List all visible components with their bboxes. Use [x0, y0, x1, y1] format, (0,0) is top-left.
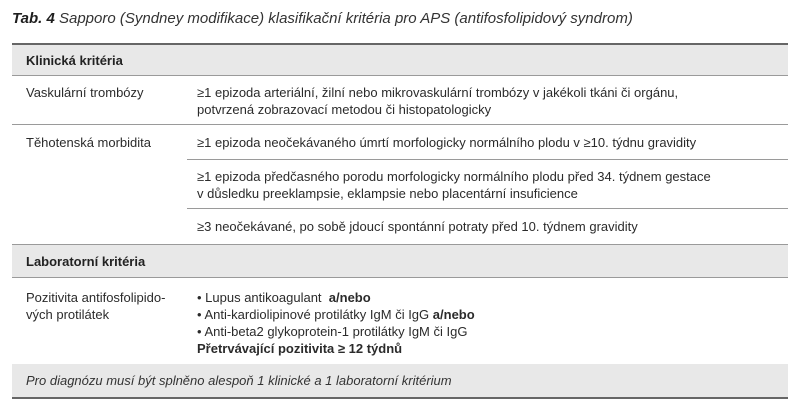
list-item-text: • Anti-kardiolipinové protilátky IgM či IgG [197, 307, 430, 322]
table-number: Tab. 4 [12, 10, 55, 27]
footnote-text: Pro diagnózu musí být splněno alespoň 1 klinické a 1 laboratorní kritérium [26, 373, 452, 388]
table-footnote [12, 364, 788, 397]
list-item-connector: a/nebo [432, 307, 475, 322]
label-line: vých protilátek [26, 307, 110, 322]
bottom-rule [12, 397, 788, 399]
list-item-text: • Anti-beta2 glykoprotein-1 protilátky IgM či IgG [197, 324, 468, 339]
clinical-criteria-heading: Klinická kritéria [26, 52, 123, 68]
criterion-line: ≥1 epizoda předčasného porodu morfologicky normálního plodu před 34. týdnem gestace [197, 169, 711, 184]
laboratory-criteria-heading: Laboratorní kritéria [26, 253, 146, 269]
criterion-line: v důsledku preeklampsie, eklampsie nebo placentární insuficience [197, 186, 578, 201]
pregnancy-morbidity-label: Těhotenská morbidita [26, 135, 152, 150]
list-item [197, 289, 757, 306]
vascular-thrombosis-label: Vaskulární trombózy [26, 85, 144, 100]
table-caption [12, 10, 633, 27]
antibody-positivity-label [26, 289, 165, 323]
criterion-line: potvrzená zobrazovací metodou či histopatologicky [197, 102, 492, 117]
pregnancy-criterion-1: ≥1 epizoda neočekávaného úmrtí morfologicky normálního plodu v ≥10. týdnu gravidity [197, 135, 697, 150]
list-item [197, 323, 757, 340]
sub-divider [187, 208, 788, 209]
pregnancy-criterion-2 [197, 168, 757, 202]
label-line: Pozitivita antifosfolipido- [26, 290, 166, 305]
divider [12, 277, 788, 278]
divider [12, 75, 788, 76]
table-title: Sapporo (Syndney modifikace) klasifikační kritéria pro APS (antifosfolipidový syndrom) [58, 10, 633, 27]
persistence-note: Přetrvávající pozitivita ≥ 12 týdnů [197, 341, 403, 356]
antibody-list [197, 289, 757, 357]
list-item-text: • Lupus antikoagulant [197, 290, 322, 305]
sub-divider [187, 159, 788, 160]
list-item-connector: a/nebo [328, 290, 371, 305]
laboratory-criteria-header [12, 245, 788, 277]
pregnancy-criterion-3: ≥3 neočekávané, po sobě jdoucí spontánní potraty před 10. týdnem gravidity [197, 219, 638, 234]
divider [12, 124, 788, 125]
clinical-criteria-header [12, 45, 788, 75]
vascular-thrombosis-criterion [197, 84, 757, 118]
criterion-line: ≥1 epizoda arteriální, žilní nebo mikrovaskulární trombózy v jakékoli tkáni či orgánu, [197, 85, 679, 100]
list-item [197, 306, 757, 323]
